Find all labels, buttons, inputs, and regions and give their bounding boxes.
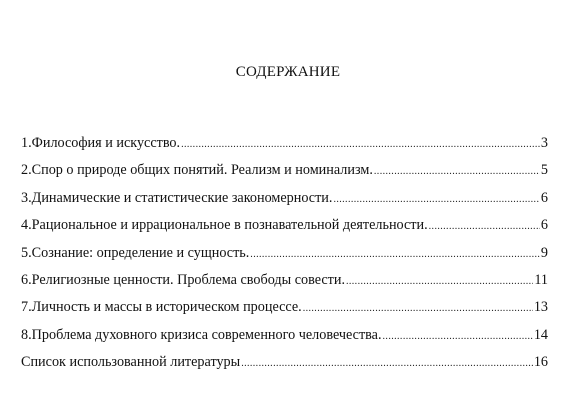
toc-entry-text: 8.Проблема духовного кризиса современного человечества. [21, 326, 382, 343]
toc-entry-text: Список использованной литературы [21, 354, 241, 371]
toc-entry[interactable] [21, 190, 548, 217]
toc-entry-page: 3 [540, 135, 548, 151]
toc-entry[interactable] [21, 245, 548, 272]
toc-list [21, 135, 548, 382]
toc-entry[interactable] [21, 354, 548, 381]
toc-entry[interactable] [21, 299, 548, 326]
toc-entry-text: 4.Рациональное и иррациональное в познавательной деятельности. [21, 217, 428, 234]
toc-leader-dots [241, 358, 533, 369]
toc-leader-dots [250, 249, 540, 260]
toc-entry-page: 14 [533, 326, 548, 343]
toc-entry-page: 6 [540, 189, 548, 206]
toc-leader-dots [346, 276, 533, 287]
toc-entry-page: 6 [540, 217, 548, 234]
toc-entry-page: 13 [533, 299, 548, 316]
toc-entry-text: 2.Спор о природе общих понятий. Реализм и номинализм. [21, 162, 373, 179]
toc-leader-dots [303, 303, 533, 314]
toc-entry[interactable] [21, 327, 548, 354]
toc-entry-text: 7.Личность и массы в историческом процессе. [21, 299, 302, 316]
toc-entry-text: 5.Сознание: определение и сущность. [21, 244, 250, 261]
toc-entry-page: 16 [533, 354, 548, 371]
toc-entry-text: 1.Философия и искусство. [21, 135, 181, 151]
toc-leader-dots [429, 221, 540, 232]
toc-entry[interactable] [21, 162, 548, 189]
toc-entry[interactable] [21, 217, 548, 244]
toc-leader-dots [181, 139, 540, 150]
toc-entry[interactable] [21, 135, 548, 162]
toc-entry-page: 5 [540, 162, 548, 179]
toc-title: СОДЕРЖАНИЕ [235, 64, 341, 80]
toc-leader-dots [383, 331, 533, 342]
toc-leader-dots [333, 194, 539, 205]
toc-entry[interactable] [21, 272, 548, 299]
toc-leader-dots [374, 166, 540, 177]
toc-entry-text: 3.Динамические и статистические закономерности. [21, 189, 333, 206]
toc-entry-page: 11 [534, 271, 548, 288]
toc-entry-text: 6.Религиозные ценности. Проблема свободы совести. [21, 271, 345, 288]
toc-entry-page: 9 [540, 244, 548, 261]
